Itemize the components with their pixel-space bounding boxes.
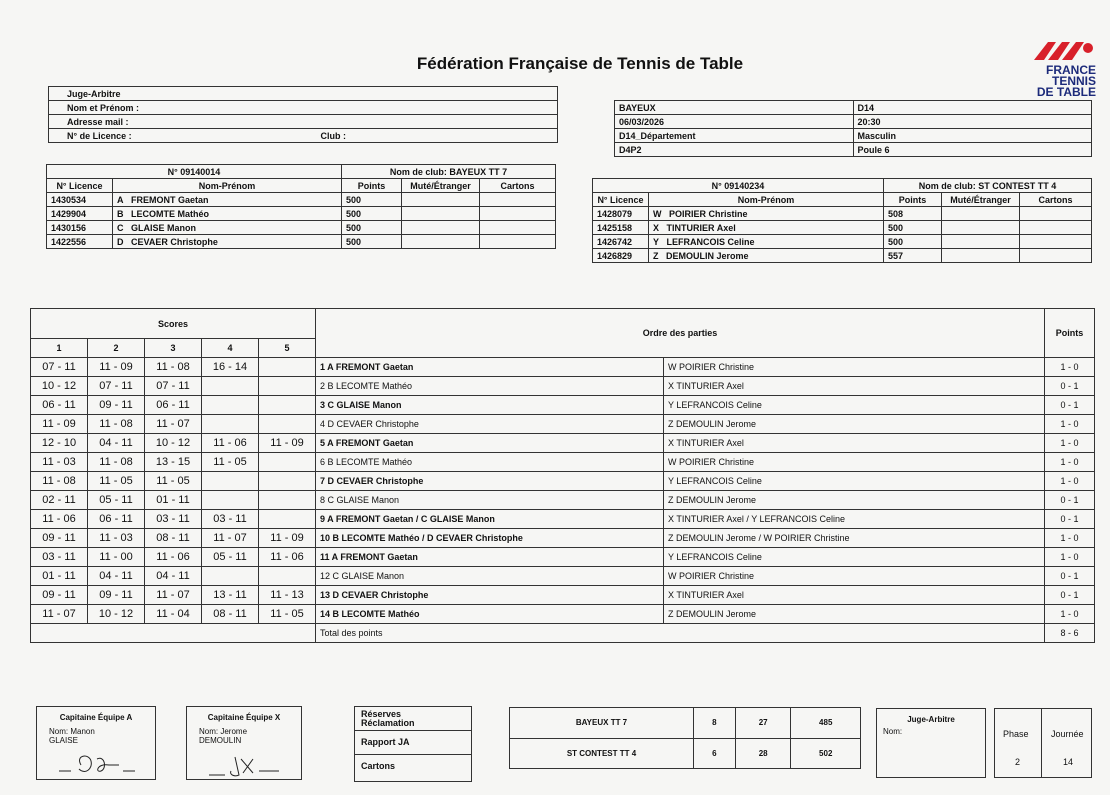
set-score — [259, 567, 316, 586]
total-label: Total des points — [316, 624, 1045, 643]
match-row — [31, 567, 1095, 586]
match-row — [31, 586, 1095, 605]
match-away-players: X TINTURIER Axel — [664, 586, 1045, 605]
journee-value: 14 — [1063, 757, 1074, 767]
set-score: 11 - 07 — [202, 529, 259, 548]
summary-b: 28 — [735, 738, 791, 769]
match-home-players: 11 A FREMONT Gaetan — [316, 548, 664, 567]
match-result: 1 - 0 — [1045, 453, 1095, 472]
match-result: 1 - 0 — [1045, 358, 1095, 377]
player-points: 508 — [884, 207, 942, 221]
team-a-number: N° 09140014 — [47, 165, 342, 179]
captain-a-name-label: Nom: Manon — [49, 727, 95, 736]
captain-x-name: DEMOULIN — [199, 736, 242, 745]
set-score: 11 - 09 — [259, 529, 316, 548]
match-away-players: X TINTURIER Axel — [664, 377, 1045, 396]
set-header: 1 — [31, 339, 88, 358]
team-x-number: N° 09140234 — [593, 179, 884, 193]
order-heading: Ordre des parties — [316, 309, 1045, 358]
player-row — [593, 249, 1092, 263]
set-score: 10 - 12 — [88, 605, 145, 624]
player-licence: 1430156 — [47, 221, 113, 235]
set-score: 09 - 11 — [31, 529, 88, 548]
player-letter: C — [117, 222, 124, 233]
set-score: 13 - 11 — [202, 586, 259, 605]
set-score — [259, 491, 316, 510]
match-row — [31, 548, 1095, 567]
team-x-club: Nom de club: ST CONTEST TT 4 — [884, 179, 1092, 193]
set-score — [202, 491, 259, 510]
player-row — [47, 235, 556, 249]
col-name: Nom-Prénom — [649, 193, 884, 207]
player-letter: X — [653, 222, 660, 233]
player-points: 500 — [342, 235, 402, 249]
player-row — [593, 207, 1092, 221]
player-points: 500 — [342, 193, 402, 207]
summary-team: ST CONTEST TT 4 — [510, 738, 694, 769]
col-points: Points — [342, 179, 402, 193]
set-score: 05 - 11 — [88, 491, 145, 510]
player-row — [593, 235, 1092, 249]
captain-a-title: Capitaine Équipe A — [59, 713, 133, 722]
phase-label: Phase — [1003, 729, 1029, 739]
match-away-players: W POIRIER Christine — [664, 453, 1045, 472]
set-score: 04 - 11 — [88, 567, 145, 586]
summary-a: 8 — [694, 708, 736, 739]
col-name: Nom-Prénom — [113, 179, 342, 193]
match-result: 0 - 1 — [1045, 567, 1095, 586]
match-result: 1 - 0 — [1045, 529, 1095, 548]
match-result: 1 - 0 — [1045, 472, 1095, 491]
set-score: 10 - 12 — [145, 434, 202, 453]
player-row — [47, 193, 556, 207]
set-score: 07 - 11 — [88, 377, 145, 396]
set-score: 04 - 11 — [145, 567, 202, 586]
match-home-players: 3 C GLAISE Manon — [316, 396, 664, 415]
match-home-players: 14 B LECOMTE Mathéo — [316, 605, 664, 624]
player-name: TINTURIER Axel — [666, 222, 736, 233]
journee-label: Journée — [1051, 729, 1084, 739]
match-row — [31, 453, 1095, 472]
match-row — [31, 396, 1095, 415]
match-home-players: 8 C GLAISE Manon — [316, 491, 664, 510]
set-score: 11 - 08 — [31, 472, 88, 491]
match-pool: Poule 6 — [853, 143, 1092, 157]
col-licence: N° Licence — [47, 179, 113, 193]
player-licence: 1426829 — [593, 249, 649, 263]
player-licence: 1426742 — [593, 235, 649, 249]
player-letter: A — [117, 194, 124, 205]
set-score: 11 - 08 — [88, 415, 145, 434]
match-away-players: Z DEMOULIN Jerome / W POIRIER Christine — [664, 529, 1045, 548]
captain-x-signature — [205, 751, 285, 779]
set-header: 4 — [202, 339, 259, 358]
match-row — [31, 358, 1095, 377]
match-away-players: W POIRIER Christine — [664, 358, 1045, 377]
set-score: 11 - 06 — [202, 434, 259, 453]
captain-x-title: Capitaine Équipe X — [207, 713, 281, 722]
rapport-label: Rapport JA — [355, 731, 471, 755]
match-category: Masculin — [853, 129, 1092, 143]
set-score: 06 - 11 — [145, 396, 202, 415]
set-score — [202, 377, 259, 396]
match-championship: D14_Département — [615, 129, 854, 143]
set-score — [259, 377, 316, 396]
match-away-players: Z DEMOULIN Jerome — [664, 491, 1045, 510]
set-score: 12 - 10 — [31, 434, 88, 453]
player-name: LECOMTE Mathéo — [131, 208, 210, 219]
match-result: 1 - 0 — [1045, 548, 1095, 567]
player-letter: W — [653, 208, 662, 219]
set-score: 11 - 03 — [31, 453, 88, 472]
set-score: 11 - 13 — [259, 586, 316, 605]
summary-a: 6 — [694, 738, 736, 769]
set-score: 16 - 14 — [202, 358, 259, 377]
player-name: POIRIER Christine — [669, 208, 748, 219]
match-home-players: 13 D CEVAER Christophe — [316, 586, 664, 605]
col-transfer: Muté/Étranger — [402, 179, 480, 193]
set-score: 07 - 11 — [31, 358, 88, 377]
set-score: 09 - 11 — [88, 396, 145, 415]
referee-table — [48, 86, 558, 143]
set-score: 09 - 11 — [31, 586, 88, 605]
set-score: 10 - 12 — [31, 377, 88, 396]
captain-a-name: GLAISE — [49, 736, 78, 745]
player-letter: D — [117, 236, 124, 247]
set-score: 11 - 05 — [88, 472, 145, 491]
col-cards: Cartons — [1020, 193, 1092, 207]
team-x-table — [592, 178, 1092, 263]
match-result: 1 - 0 — [1045, 434, 1095, 453]
match-away-players: X TINTURIER Axel — [664, 434, 1045, 453]
player-licence: 1430534 — [47, 193, 113, 207]
match-row — [31, 472, 1095, 491]
player-name: GLAISE Manon — [131, 222, 197, 233]
summary-team: BAYEUX TT 7 — [510, 708, 694, 739]
match-row — [31, 434, 1095, 453]
match-away-players: Y LEFRANCOIS Celine — [664, 472, 1045, 491]
set-score — [259, 415, 316, 434]
set-header: 5 — [259, 339, 316, 358]
team-a-club: Nom de club: BAYEUX TT 7 — [342, 165, 556, 179]
referee-email-label: Adresse mail : — [49, 115, 558, 129]
set-score — [202, 396, 259, 415]
match-row — [31, 605, 1095, 624]
player-letter: Z — [653, 250, 659, 261]
player-licence: 1422556 — [47, 235, 113, 249]
set-score: 11 - 09 — [88, 358, 145, 377]
match-home-players: 12 C GLAISE Manon — [316, 567, 664, 586]
referee-sign-name: Nom: — [883, 727, 903, 736]
match-away-players: W POIRIER Christine — [664, 567, 1045, 586]
match-away-players: Z DEMOULIN Jerome — [664, 415, 1045, 434]
col-licence: N° Licence — [593, 193, 649, 207]
match-home-players: 2 B LECOMTE Mathéo — [316, 377, 664, 396]
set-score: 11 - 05 — [202, 453, 259, 472]
player-name: LEFRANCOIS Celine — [666, 236, 755, 247]
set-score: 09 - 11 — [88, 586, 145, 605]
match-home-players: 1 A FREMONT Gaetan — [316, 358, 664, 377]
player-licence: 1428079 — [593, 207, 649, 221]
set-score: 06 - 11 — [31, 396, 88, 415]
player-points: 500 — [884, 235, 942, 249]
match-division: D14 — [853, 101, 1092, 115]
match-away-players: Y LEFRANCOIS Celine — [664, 396, 1045, 415]
match-info-table — [614, 100, 1092, 157]
match-row — [31, 491, 1095, 510]
licence-label: N° de Licence : — [67, 130, 132, 141]
player-points: 500 — [342, 207, 402, 221]
set-score: 11 - 09 — [259, 434, 316, 453]
match-result: 0 - 1 — [1045, 396, 1095, 415]
set-score: 13 - 15 — [145, 453, 202, 472]
phase-box — [994, 708, 1092, 778]
player-row — [47, 207, 556, 221]
match-result: 0 - 1 — [1045, 510, 1095, 529]
set-score: 11 - 06 — [259, 548, 316, 567]
set-score — [259, 396, 316, 415]
match-away-players: Z DEMOULIN Jerome — [664, 605, 1045, 624]
match-home-players: 6 B LECOMTE Mathéo — [316, 453, 664, 472]
set-score: 02 - 11 — [31, 491, 88, 510]
match-row — [31, 510, 1095, 529]
player-licence: 1429904 — [47, 207, 113, 221]
total-value: 8 - 6 — [1045, 624, 1095, 643]
set-score: 11 - 08 — [88, 453, 145, 472]
fftt-logo — [1030, 40, 1096, 98]
match-home-players: 9 A FREMONT Gaetan / C GLAISE Manon — [316, 510, 664, 529]
match-row — [31, 377, 1095, 396]
set-score: 11 - 09 — [31, 415, 88, 434]
referee-licence-label — [49, 129, 558, 143]
fftt-logo-icon — [1034, 40, 1094, 60]
set-score — [202, 415, 259, 434]
match-group: D4P2 — [615, 143, 854, 157]
set-score: 11 - 05 — [259, 605, 316, 624]
set-score — [202, 472, 259, 491]
referee-name-label: Nom et Prénom : — [49, 101, 558, 115]
set-score: 11 - 05 — [145, 472, 202, 491]
match-home-players: 4 D CEVAER Christophe — [316, 415, 664, 434]
reserves-label: Réserves — [361, 709, 402, 719]
match-away-players: X TINTURIER Axel / Y LEFRANCOIS Celine — [664, 510, 1045, 529]
match-result: 1 - 0 — [1045, 605, 1095, 624]
match-result: 1 - 0 — [1045, 415, 1095, 434]
page-title: Fédération Française de Tennis de Table — [416, 54, 744, 73]
player-licence: 1425158 — [593, 221, 649, 235]
set-header: 2 — [88, 339, 145, 358]
summary-table — [509, 707, 861, 769]
set-score: 04 - 11 — [88, 434, 145, 453]
match-row — [31, 529, 1095, 548]
set-score — [259, 453, 316, 472]
match-location: BAYEUX — [615, 101, 854, 115]
player-points: 557 — [884, 249, 942, 263]
match-result: 0 - 1 — [1045, 377, 1095, 396]
col-transfer: Muté/Étranger — [942, 193, 1020, 207]
total-row — [31, 624, 1095, 643]
cartons-label: Cartons — [361, 761, 396, 771]
logo-line-2: TENNIS — [1051, 74, 1096, 88]
set-score: 03 - 11 — [31, 548, 88, 567]
summary-b: 27 — [735, 708, 791, 739]
logo-line-3: DE TABLE — [1036, 85, 1096, 99]
phase-value: 2 — [1015, 757, 1021, 767]
player-name: DEMOULIN Jerome — [666, 250, 749, 261]
set-score: 11 - 06 — [31, 510, 88, 529]
player-letter: Y — [653, 236, 660, 247]
match-time: 20:30 — [853, 115, 1092, 129]
set-score: 11 - 00 — [88, 548, 145, 567]
set-score — [259, 358, 316, 377]
player-row — [593, 221, 1092, 235]
set-score: 11 - 06 — [145, 548, 202, 567]
reserves-box — [354, 706, 472, 782]
match-date: 06/03/2026 — [615, 115, 854, 129]
set-header: 3 — [145, 339, 202, 358]
set-score: 11 - 07 — [145, 586, 202, 605]
player-letter: B — [117, 208, 124, 219]
player-points: 500 — [884, 221, 942, 235]
match-row — [31, 415, 1095, 434]
set-score: 07 - 11 — [145, 377, 202, 396]
player-points: 500 — [342, 221, 402, 235]
captain-x-name-label: Nom: Jerome — [199, 727, 248, 736]
referee-heading: Juge-Arbitre — [49, 87, 558, 101]
set-score: 08 - 11 — [202, 605, 259, 624]
captain-x-box — [186, 706, 302, 780]
reclamation-label: Réclamation — [361, 718, 415, 728]
col-points: Points — [884, 193, 942, 207]
col-cards: Cartons — [480, 179, 556, 193]
club-label: Club : — [320, 130, 346, 141]
match-home-players: 10 B LECOMTE Mathéo / D CEVAER Christophe — [316, 529, 664, 548]
set-score: 01 - 11 — [145, 491, 202, 510]
scores-heading: Scores — [31, 309, 316, 339]
match-result: 0 - 1 — [1045, 586, 1095, 605]
match-away-players: Y LEFRANCOIS Celine — [664, 548, 1045, 567]
set-score — [259, 510, 316, 529]
summary-c: 502 — [791, 738, 861, 769]
set-score: 03 - 11 — [145, 510, 202, 529]
set-score: 11 - 04 — [145, 605, 202, 624]
set-score — [202, 567, 259, 586]
set-score: 11 - 07 — [145, 415, 202, 434]
summary-c: 485 — [791, 708, 861, 739]
set-score: 08 - 11 — [145, 529, 202, 548]
player-row — [47, 221, 556, 235]
referee-sign-title: Juge-Arbitre — [907, 715, 955, 724]
match-result: 0 - 1 — [1045, 491, 1095, 510]
player-name: CEVAER Christophe — [131, 236, 218, 247]
set-score — [259, 472, 316, 491]
set-score: 05 - 11 — [202, 548, 259, 567]
set-score: 11 - 07 — [31, 605, 88, 624]
match-home-players: 7 D CEVAER Christophe — [316, 472, 664, 491]
match-home-players: 5 A FREMONT Gaetan — [316, 434, 664, 453]
logo-line-1: FRANCE — [1046, 63, 1096, 77]
team-a-table — [46, 164, 556, 249]
set-score: 11 - 03 — [88, 529, 145, 548]
points-heading: Points — [1045, 309, 1095, 358]
set-score: 03 - 11 — [202, 510, 259, 529]
set-score: 06 - 11 — [88, 510, 145, 529]
player-name: FREMONT Gaetan — [131, 194, 209, 205]
referee-sign-box — [876, 708, 986, 778]
scores-table — [30, 308, 1095, 643]
set-score: 01 - 11 — [31, 567, 88, 586]
set-score: 11 - 08 — [145, 358, 202, 377]
captain-a-box — [36, 706, 156, 780]
captain-a-signature — [57, 751, 137, 777]
